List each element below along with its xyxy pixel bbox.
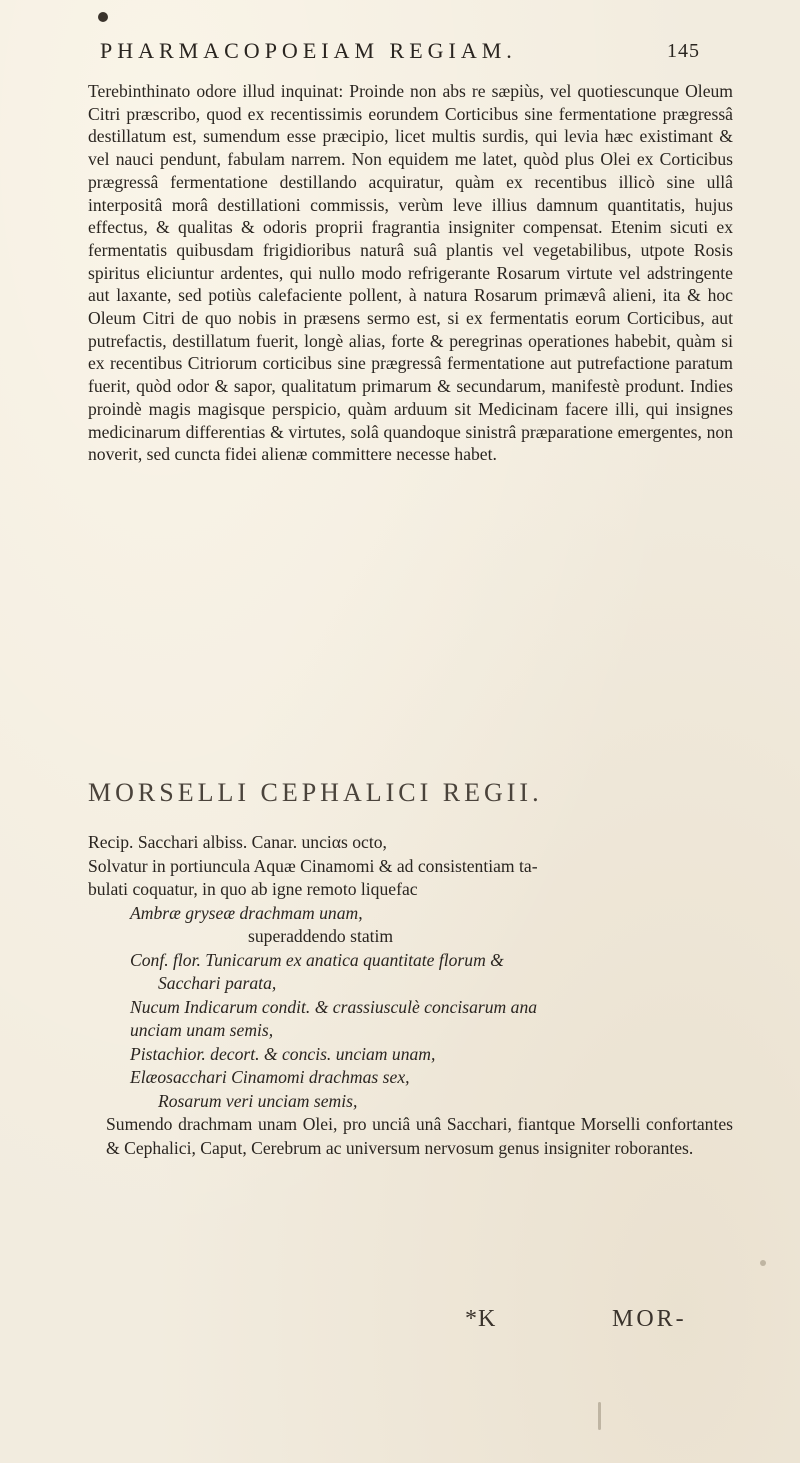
signature-mark: *K <box>465 1306 497 1332</box>
catchword: MOR- <box>612 1306 687 1332</box>
recipe-ingredient: Conf. flor. Tunicarum ex anatica quantitate florum & <box>130 949 504 970</box>
recipe-ingredient: Rosarum veri unciam semis, <box>158 1090 358 1111</box>
recipe-ingredient: Sacchari parata, <box>158 973 277 993</box>
recipe-ingredient: Nucum Indicarum condit. & crassiusculè concisarum ana <box>130 996 538 1017</box>
ink-speck <box>760 1260 766 1266</box>
recipe-ingredient: unciam unam semis, <box>130 1020 274 1040</box>
section-title: MORSELLI CEPHALICI REGII. <box>88 778 543 807</box>
recipe-line: superaddendo statim <box>248 926 394 946</box>
paragraph-text: Terebinthinato odore illud inquinat: Proinde non abs re sæpiùs, vel quotiescunque Oleum Citri præscribo, quod ex recentissimis eorundem Corticibus sine fermentatione prægressâ destillatum est, sumendum esse præcipio, licet multis surdis, qui levia hæc existimant & vel nauci pendunt, fabulam narrem. Non equidem me latet, quòd plus Olei ex Corticibus prægressâ fermentatione destillando acquiratur, quàm ex recentibus illicò sine ullâ interpositâ morâ destillationi commissis, verùm leve illius damnum quantitatis, hujus effectus, & qualitas & odoris proprii fragrantia insigniter compensat. Etenim sicuti ex fermentatis quibusdam frigidioribus naturâ suâ plantis vel vegetabilibus, utpote Rosis spiritus eliciuntur ardentes, qui nullo modo refrigerante Rosarum virtute vel adstringente aut laxante, sed potiùs calefaciente pollent, à natura Rosarum primævâ alieni, ita & hoc Oleum Citri de quo nobis in præsens sermo est, si ex fermentatis eorum Corticibus, aut putrefactis, destillatum fuerit, longè alias, forte & peregrinas operationes habebit, quàm si ex recentibus Citriorum corticibus sine prægressâ fermentatione aut putrefactione paratum fuerit, quòd odor & sapor, qualitatum primarum & secundarum, manifestè produnt. Indies proindè magis magisque perspicio, quàm arduum sit Medicinam facere illi, qui insignes medicinarum differentias & virtutes, solâ quandoque sinistrâ præparatione emergentes, non noverit, sed cuncta fidei alienæ committere necesse habet. <box>88 81 733 465</box>
recipe-ingredient: Ambræ gryseæ drachmam unam, <box>130 902 363 923</box>
running-title: PHARMACOPOEIAM REGIAM. <box>100 38 517 63</box>
ink-dot <box>98 12 108 22</box>
recipe-line: bulati coquatur, in quo ab igne remoto liquefac <box>88 879 418 899</box>
recipe-line: Recip. Sacchari albiss. Canar. unciαs octo, <box>88 832 387 852</box>
page-footer <box>0 1306 800 1340</box>
recipe-line: Solvatur in portiuncula Aquæ Cinamomi & ad consistentiam ta- <box>88 855 538 876</box>
recipe-summary: Sumendo drachmam unam Olei, pro unciâ unâ Sacchari, fiantque Morselli confortantes & Cephalici, Caput, Cerebrum ac universum nervosum genus insigniter roborantes. <box>106 1114 733 1158</box>
recipe-block <box>88 831 733 1160</box>
running-head <box>100 38 700 78</box>
body-paragraph <box>88 80 733 466</box>
page-number: 145 <box>667 40 700 62</box>
recipe-ingredient: Elæosacchari Cinamomi drachmas sex, <box>130 1067 410 1087</box>
recipe-ingredient: Pistachior. decort. & concis. unciam unam, <box>130 1043 436 1064</box>
ink-speck <box>598 1402 601 1430</box>
